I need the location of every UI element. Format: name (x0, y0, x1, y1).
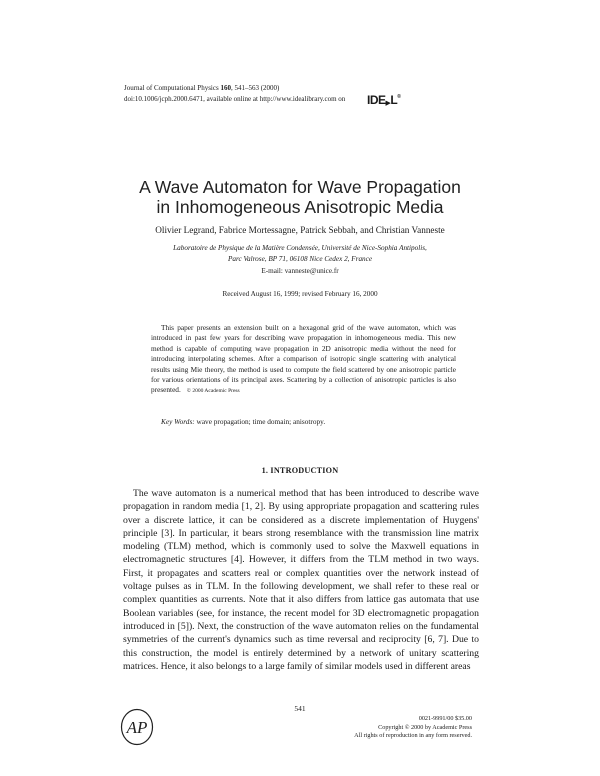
title-line-1: A Wave Automaton for Wave Propagation (139, 177, 461, 197)
copyright-line: Copyright © 2000 by Academic Press (378, 723, 472, 731)
academic-press-logo (120, 708, 154, 746)
doi-line[interactable]: doi:10.1006/jcph.2000.6471, available online at http://www.idealibrary.com on (124, 95, 346, 103)
intro-paragraph: The wave automaton is a numerical method that has been introduced to describe wave propagation in random media [1, 2]. By using appropriate propagation and scattering rules over a discrete lattice, it can be considered as a discrete implementation of Huygens' principle [3]. In particular, it bears strong resemblance with the transmission line matrix modeling (TLM) method, which is commonly used to solve the Maxwell equations in electromagnetic structures [4]. However, it differs from the TLM method in two ways. First, it propagates and scatters real or complex quantities over the network instead of voltage pulses as in TLM. In the following development, we shall refer to these real or complex quantities as currents. Note that it also differs from lattice gas automata that use Boolean variables (see, for instance, the recent model for 3D electromagnetic propagation introduced in [5]). Next, the construction of the wave automaton relies on the fundamental symmetries of the current's dynamics such as time reversal and reciprocity [6, 7]. Due to this construction, the model is entirely determined by a network of unitary scattering matrices. Hence, it also belongs to a large family of similar models used in different areas (123, 488, 479, 672)
paper-title (0, 177, 600, 217)
ideal-logo: IDE▶L® (367, 93, 401, 107)
journal-name: Journal of Computational Physics (124, 84, 221, 92)
issn-price: 0021-9991/00 $35.00 (418, 715, 472, 722)
rights-line: All rights of reproduction in any form reserved. (354, 732, 472, 739)
affiliation: Laboratoire de Physique de la Matière Condensée, Université de Nice-Sophia Antipolis, Parc Valrose, BP 71, 06108 Nice Cedex 2, France (173, 244, 427, 263)
copyright-notice (272, 715, 472, 741)
abstract-copyright: © 2000 Academic Press (186, 388, 240, 395)
journal-citation (124, 84, 279, 93)
section-heading-introduction: 1. INTRODUCTION (261, 466, 339, 475)
title-line-2: in Inhomogeneous Anisotropic Media (156, 197, 444, 217)
keywords-list: wave propagation; time domain; anisotropy. (194, 417, 326, 426)
received-dates: Received August 16, 1999; revised February 16, 2000 (222, 290, 378, 298)
keywords-label: Key Words: (161, 417, 195, 426)
author-email[interactable]: E-mail: vanneste@unice.fr (261, 267, 339, 275)
abstract (151, 323, 456, 397)
author-list: Olivier Legrand, Fabrice Mortessagne, Patrick Sebbah, and Christian Vanneste (155, 225, 445, 235)
page-number: 541 (294, 704, 306, 713)
keywords (161, 417, 325, 426)
logo-monogram: AP (126, 718, 148, 737)
journal-pages-year: , 541–563 (2000) (230, 84, 280, 92)
abstract-text: This paper presents an extension built on a hexagonal grid of the wave automaton, which was introduced in past few years for describing wave propagation in inhomogeneous media. This new method is capable of computing wave propagation in 2D anisotropic media without the need for introducing interpolating schemes. After a comparison of isotropic single scattering with analytical results using Mie theory, the method is used to compute the field scattered by one anisotropic particle for various orientations of its principal axes. Scattering by a collection of anisotropic particles is also presented. (151, 323, 456, 395)
journal-volume: 160 (220, 84, 231, 92)
